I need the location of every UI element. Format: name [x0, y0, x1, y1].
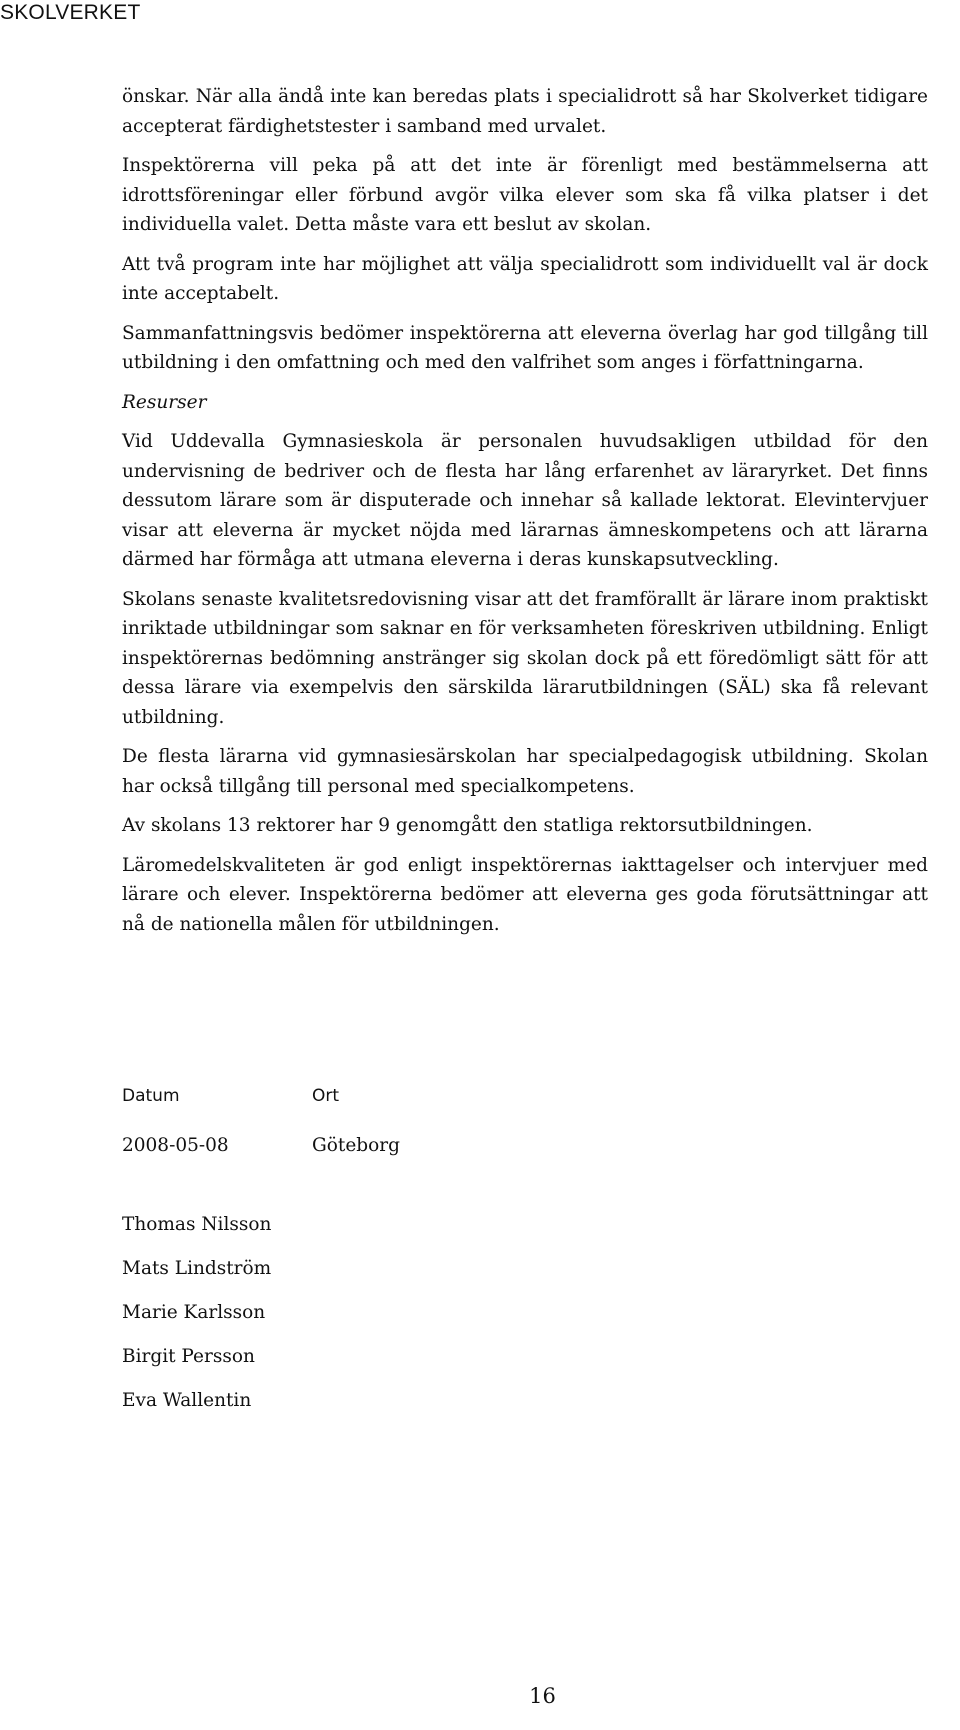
signatory-name: Marie Karlsson	[122, 1302, 266, 1323]
body-paragraph: Läromedelskvaliteten är god enligt inspektörernas iakttagelser och intervjuer med lärare och elever. Inspektörerna bedömer att eleverna ges goda förutsättningar att nå de nationella målen för utbildningen.	[122, 854, 928, 935]
signatory-name: Thomas Nilsson	[122, 1214, 272, 1235]
body-paragraph: Vid Uddevalla Gymnasieskola är personalen huvudsakligen utbildad för den undervisning de bedriver och de flesta har lång erfarenhet av läraryrket. Det finns dessutom lärare som är disputerade och innehar så kallade lektorat. Elevintervjuer visar att eleverna är mycket nöjda med lärarnas ämneskompetens och att lärarna därmed har förmåga att utmana eleverna i deras kunskapsutveckling.	[122, 431, 928, 570]
page-number: 16	[529, 1684, 556, 1708]
signatory-name: Birgit Persson	[122, 1346, 255, 1367]
date-label: Datum	[122, 1086, 180, 1106]
signatory-name: Eva Wallentin	[122, 1390, 252, 1411]
section-heading-resources: Resurser	[122, 391, 207, 413]
document-body	[122, 82, 928, 949]
place-value: Göteborg	[312, 1135, 400, 1156]
agency-header: SKOLVERKET	[0, 1, 141, 24]
signature-list	[122, 1213, 271, 1433]
body-paragraph: Skolans senaste kvalitetsredovisning visar att det framförallt är lärare inom praktiskt inriktade utbildningar som saknar en för verksamheten föreskriven utbildning. Enligt inspektörernas bedömning anstränger sig skolan dock på ett föredömligt sätt för att dessa lärare via exempelvis den särskilda lärarutbildningen (SÄL) ska få relevant utbildning.	[122, 588, 928, 728]
body-paragraph: Sammanfattningsvis bedömer inspektörerna att eleverna överlag har god tillgång till utbildning i den omfattning och med den valfrihet som anges i författningarna.	[122, 322, 928, 373]
body-paragraph: Inspektörerna vill peka på att det inte är förenligt med bestämmelserna att idrottsföreningar eller förbund avgör vilka elever som ska få vilka platser i det individuella valet. Detta måste vara ett beslut av skolan.	[122, 155, 928, 235]
body-paragraph: Att två program inte har möjlighet att välja specialidrott som individuellt val är dock inte acceptabelt.	[122, 253, 928, 304]
place-label: Ort	[312, 1086, 340, 1106]
body-paragraph: Av skolans 13 rektorer har 9 genomgått den statliga rektorsutbildningen.	[122, 815, 813, 836]
date-place-block	[122, 1085, 522, 1158]
body-paragraph: önskar. När alla ändå inte kan beredas plats i specialidrott så har Skolverket tidigare accepterat färdighetstester i samband med urvalet.	[122, 86, 928, 137]
date-value: 2008-05-08	[122, 1135, 229, 1156]
body-paragraph: De flesta lärarna vid gymnasiesärskolan har specialpedagogisk utbildning. Skolan har också tillgång till personal med specialkompetens.	[122, 746, 928, 797]
signatory-name: Mats Lindström	[122, 1258, 272, 1279]
